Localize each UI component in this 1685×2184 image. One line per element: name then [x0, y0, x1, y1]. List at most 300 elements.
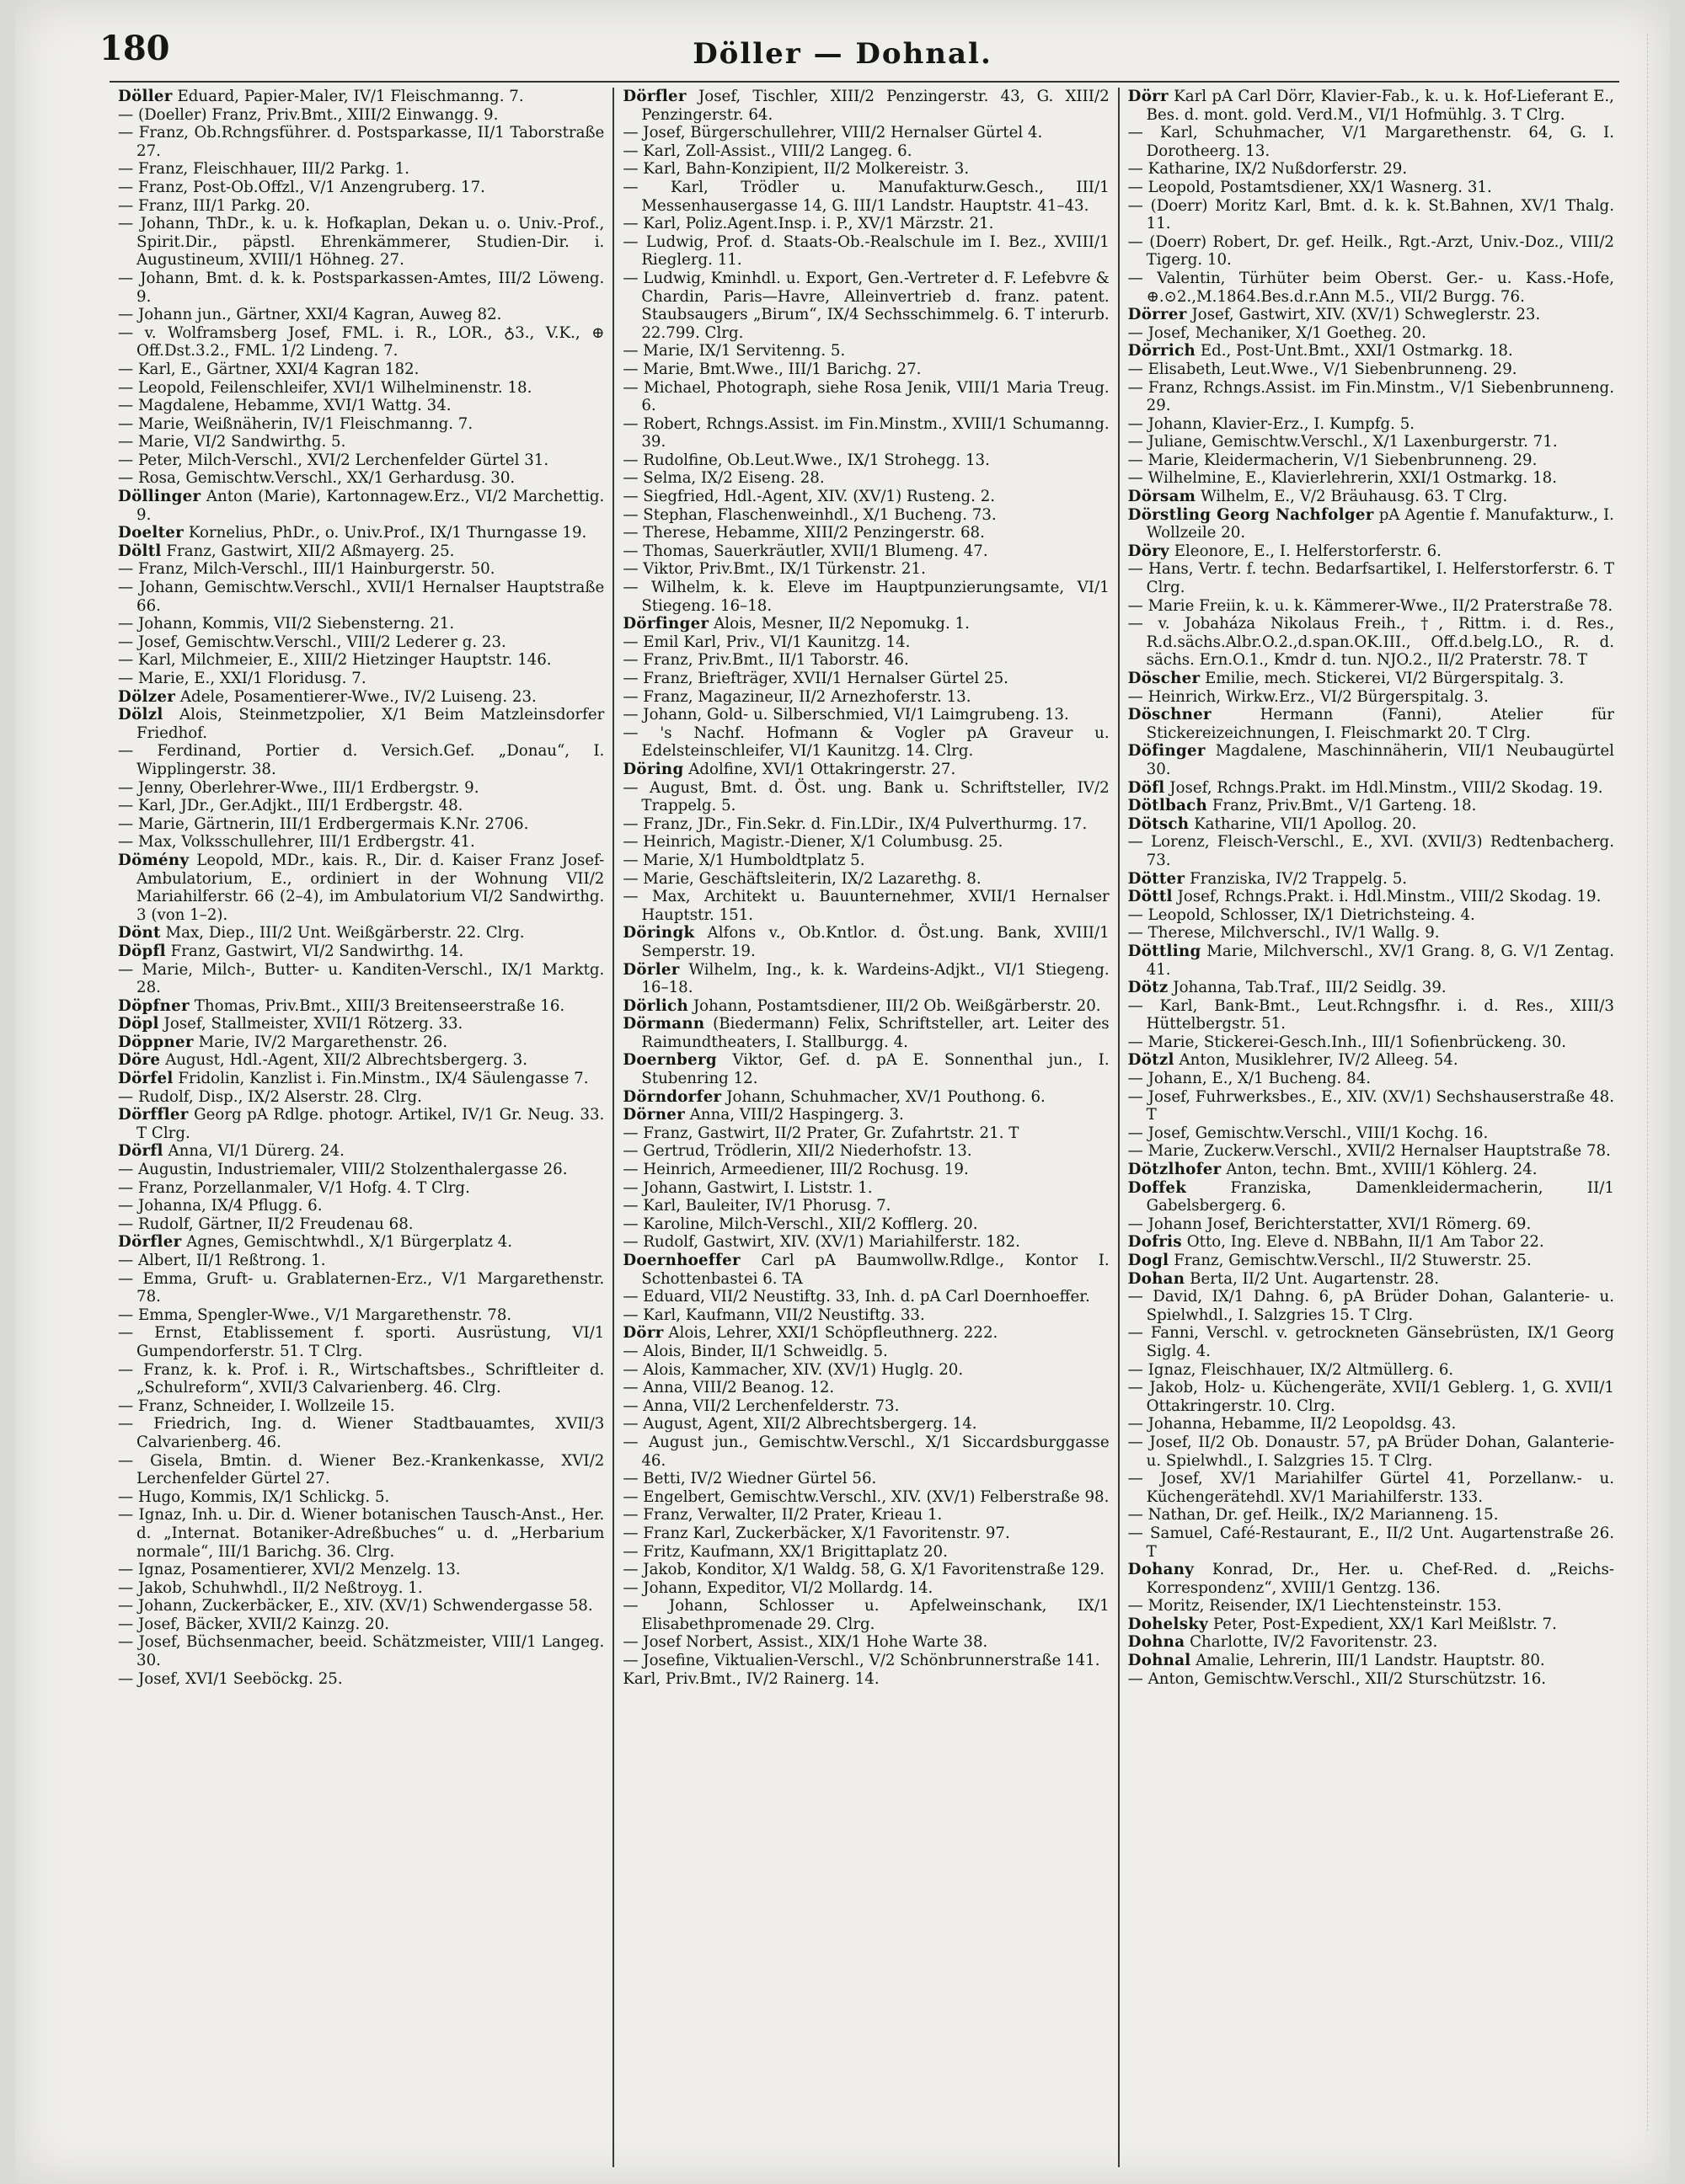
entry-details: — Johann jun., Gärtner, XXI/4 Kagran, Auweg 82.	[118, 306, 502, 324]
entry-details: — Eduard, VII/2 Neustiftg. 33, Inh. d. pA Carl Doernhoeffer.	[623, 1288, 1090, 1306]
entry-surname: Döllinger	[118, 488, 201, 506]
entry-details: — Josef, Gemischtw.Verschl., VIII/1 Kochg. 16.	[1127, 1124, 1489, 1142]
directory-entry	[623, 1361, 1109, 1380]
directory-entry	[1128, 1633, 1614, 1652]
directory-entry	[1128, 942, 1614, 979]
column-middle	[612, 88, 1117, 2167]
entry-details: Marie, Milchverschl., XV/1 Grang. 8, G. V/1 Zentag. 41.	[1146, 942, 1614, 979]
directory-entry	[623, 924, 1109, 960]
directory-entry	[1128, 670, 1614, 688]
directory-entry	[118, 560, 604, 579]
directory-entry	[623, 233, 1109, 270]
entry-details: — Josef, Fuhrwerksbes., E., XIV. (XV/1) Sechshauserstraße 48. T	[1127, 1087, 1614, 1124]
column-right	[1118, 88, 1623, 2167]
entry-details: Johann, Schuhmacher, XV/1 Pouthong. 6.	[726, 1087, 1046, 1106]
directory-page	[15, 0, 1670, 2184]
entry-details: — Augustin, Industriemaler, VIII/2 Stolzenthalergasse 26.	[118, 1161, 568, 1179]
directory-entry	[118, 379, 604, 398]
directory-entry	[623, 1579, 1109, 1598]
entry-details: Josef, Rchngs.Prakt. im Hdl.Minstm., VIII/2 Skodag. 19.	[1169, 778, 1603, 797]
directory-entry	[623, 560, 1109, 579]
entry-surname: Dötlbach	[1127, 797, 1208, 815]
entry-details: — Rudolfine, Ob.Leut.Wwe., IX/1 Strohegg. 13.	[623, 451, 990, 469]
directory-entry	[1128, 88, 1614, 124]
directory-entry	[118, 360, 604, 379]
entry-details: — Juliane, Gemischtw.Verschl., X/1 Laxenburgerstr. 71.	[1127, 433, 1558, 451]
directory-entry	[118, 779, 604, 798]
entry-details: — Therese, Hebamme, XIII/2 Penzingerstr. 68.	[623, 524, 985, 542]
entry-details: — Emma, Spengler-Wwe., V/1 Margarethenstr. 78.	[118, 1306, 512, 1324]
entry-details: Emilie, mech. Stickerei, VI/2 Bürgerspitalg. 3.	[1205, 670, 1565, 687]
directory-entry	[1128, 433, 1614, 451]
directory-entry	[1128, 488, 1614, 506]
directory-entry	[623, 160, 1109, 179]
directory-entry	[623, 379, 1109, 415]
entry-details: — Johann Josef, Berichterstatter, XVI/1 Römerg. 69.	[1127, 1215, 1532, 1233]
directory-entry	[118, 197, 604, 216]
directory-entry	[623, 670, 1109, 688]
entry-details: — Josef, Gemischtw.Verschl., VIII/2 Lederer g. 23.	[118, 633, 506, 651]
entry-details: — Ludwig, Prof. d. Staats-Ob.-Realschule im I. Bez., XVIII/1 Rieglerg. 11.	[623, 232, 1110, 270]
directory-entry	[1128, 742, 1614, 778]
directory-entry	[1128, 924, 1614, 942]
directory-entry	[118, 179, 604, 197]
directory-entry	[623, 1670, 1109, 1689]
entry-surname: Dörlich	[623, 996, 689, 1015]
directory-entry	[623, 451, 1109, 470]
entry-details: — Johann, Gold- u. Silberschmied, VI/1 Laimgrubeng. 13.	[623, 706, 1069, 724]
entry-details: — Franz, Priv.Bmt., II/1 Taborstr. 46.	[623, 651, 909, 670]
entry-details: — Rudolf, Disp., IX/2 Alserstr. 28. Clrg.	[118, 1087, 422, 1106]
entry-details: — Robert, Rchngs.Assist. im Fin.Minstm., XVIII/1 Schumanng. 39.	[623, 414, 1110, 451]
entry-details: — Gertrud, Trödlerin, XII/2 Niederhofstr. 13.	[623, 1142, 972, 1161]
entry-details: — Alois, Kammacher, XIV. (XV/1) Huglg. 20.	[623, 1360, 964, 1379]
entry-details: — Friedrich, Ing. d. Wiener Stadtbauamtes, XVII/3 Calvarienberg. 46.	[118, 1415, 605, 1451]
directory-entry	[1128, 542, 1614, 561]
entry-details: — Alois, Binder, II/1 Schweidlg. 5.	[623, 1342, 888, 1360]
entry-details: Leopold, MDr., kais. R., Dir. d. Kaiser Franz Josef-Ambulatorium, E., ordiniert in der Wohnung VII/2 Mariahilferstr. 66 (2–4), im Ambulatorium VI/2 Sandwirthg. 3 (von 1–2).	[136, 851, 605, 924]
entry-details: — Johann, Zuckerbäcker, E., XIV. (XV/1) Schwendergasse 58.	[118, 1597, 593, 1615]
directory-entry	[623, 215, 1109, 233]
directory-entry	[1128, 1615, 1614, 1634]
entry-details: — Michael, Photograph, siehe Rosa Jenik, VIII/1 Maria Treug. 6.	[623, 378, 1110, 415]
directory-entry	[623, 688, 1109, 707]
directory-entry	[118, 1070, 604, 1088]
entry-details: — Franz, Fleischhauer, III/2 Parkg. 1.	[118, 160, 410, 179]
entry-details: — Elisabeth, Leut.Wwe., V/1 Siebenbrunneng. 29.	[1127, 360, 1517, 378]
entry-details: — Franz, Schneider, I. Wollzeile 15.	[118, 1396, 395, 1415]
entry-details: — Hans, Vertr. f. techn. Bedarfsartikel, I. Helferstorferstr. 6. T Clrg.	[1127, 560, 1614, 597]
entry-details: Ed., Post-Unt.Bmt., XXI/1 Ostmarkg. 18.	[1200, 342, 1513, 360]
entry-details: — (Doerr) Moritz Karl, Bmt. d. k. k. St.Bahnen, XV/1 Thalg. 11.	[1127, 196, 1614, 233]
directory-entry	[1128, 1179, 1614, 1215]
entry-details: Josef, Rchngs.Prakt. i. Hdl.Minstm., VIII/2 Skodag. 19.	[1177, 888, 1602, 906]
entry-surname: Dörmann	[623, 1015, 705, 1033]
running-head: Döller — Dohnal.	[693, 37, 992, 71]
entry-surname: Dörsam	[1127, 488, 1196, 506]
entry-details: Franz, Gemischtw.Verschl., II/2 Stuwerstr. 25.	[1174, 1252, 1532, 1269]
entry-details: — Anna, VIII/2 Beanog. 12.	[623, 1379, 835, 1397]
entry-details: — Selma, IX/2 Eiseng. 28.	[623, 469, 825, 488]
directory-entry	[1128, 979, 1614, 997]
entry-surname: Dörndorfer	[623, 1087, 722, 1106]
entry-details: — Franz Karl, Zuckerbäcker, X/1 Favoritenstr. 97.	[623, 1524, 1010, 1542]
directory-entry	[1128, 1161, 1614, 1179]
directory-entry	[623, 1142, 1109, 1161]
directory-entry	[1128, 1070, 1614, 1088]
entry-details: Carl pA Baumwollw.Rdlge., Kontor I. Schottenbastei 6. TA	[641, 1252, 1110, 1288]
directory-entry	[118, 1361, 604, 1397]
directory-entry	[118, 1161, 604, 1179]
directory-entry	[118, 742, 604, 778]
entry-details: — Josef, XV/1 Mariahilfer Gürtel 41, Porzellanw.- u. Küchengerätehdl. XV/1 Mariahilferstr. 133.	[1127, 1470, 1614, 1506]
directory-entry	[623, 1633, 1109, 1652]
entry-details: Marie, IV/2 Margarethenstr. 26.	[198, 1033, 448, 1051]
entry-details: — Emil Karl, Priv., VI/1 Kaunitzg. 14.	[623, 633, 911, 651]
directory-entry	[623, 1597, 1109, 1633]
directory-entry	[1128, 1561, 1614, 1597]
directory-entry	[623, 1288, 1109, 1306]
directory-entry	[623, 579, 1109, 615]
directory-entry	[623, 706, 1109, 724]
directory-entry	[1128, 997, 1614, 1033]
entry-details: — Karl, E., Gärtner, XXI/4 Kagran 182.	[118, 360, 420, 378]
entry-details: — Franz, Verwalter, II/2 Prater, Krieau 1.	[623, 1506, 943, 1525]
directory-entry	[623, 1652, 1109, 1670]
directory-entry	[118, 1506, 604, 1561]
entry-details: — Wilhelmine, E., Klavierlehrerin, XXI/1 Ostmarkg. 18.	[1127, 469, 1558, 488]
entry-details: — Franz, Magazineur, II/2 Arnezhoferstr. 13.	[623, 687, 971, 706]
directory-entry	[623, 1506, 1109, 1525]
entry-details: Anna, VIII/2 Haspingerg. 3.	[689, 1106, 904, 1124]
entry-details: Adolfine, XVI/1 Ottakringerstr. 27.	[688, 760, 956, 778]
entry-details: — Leopold, Schlosser, IX/1 Dietrichsteing. 4.	[1127, 905, 1475, 924]
entry-details: — Franz, Post-Ob.Offzl., V/1 Anzengruberg. 17.	[118, 178, 485, 196]
directory-entry	[118, 1397, 604, 1416]
entry-details: Max, Diep., III/2 Unt. Weißgärberstr. 22. Clrg.	[165, 924, 525, 942]
entry-surname: Döppner	[118, 1033, 194, 1051]
entry-surname: Döre	[118, 1051, 161, 1070]
entry-details: Berta, II/2 Unt. Augartenstr. 28.	[1190, 1269, 1440, 1288]
directory-entry	[623, 1470, 1109, 1488]
header-rule	[110, 81, 1619, 83]
entry-details: Anton, techn. Bmt., XVIII/1 Köhlerg. 24.	[1226, 1161, 1538, 1179]
entry-details: — (Doerr) Robert, Dr. gef. Heilk., Rgt.-Arzt, Univ.-Doz., VIII/2 Tigerg. 10.	[1127, 232, 1614, 270]
directory-entry	[1128, 1124, 1614, 1143]
directory-entry	[623, 270, 1109, 342]
directory-entry	[118, 1561, 604, 1579]
entry-details: — Max, Architekt u. Bauunternehmer, XVII/1 Hernalser Hauptstr. 151.	[623, 888, 1110, 924]
entry-details: — Betti, IV/2 Wiedner Gürtel 56.	[623, 1470, 877, 1488]
directory-entry	[623, 1252, 1109, 1288]
entry-surname: Döscher	[1127, 670, 1201, 687]
entry-details: — Nathan, Dr. gef. Heilk., IX/2 Marianneng. 15.	[1127, 1506, 1499, 1525]
entry-details: — Johanna, Hebamme, II/2 Leopoldsg. 43.	[1127, 1415, 1457, 1434]
directory-entry	[118, 488, 604, 524]
entry-details: Karl, Priv.Bmt., IV/2 Rainerg. 14.	[623, 1669, 880, 1688]
entry-details: Franz, Priv.Bmt., V/1 Garteng. 18.	[1212, 797, 1477, 815]
directory-entry	[118, 1106, 604, 1142]
entry-details: — August, Bmt. d. Öst. ung. Bank u. Schriftsteller, IV/2 Trappelg. 5.	[623, 778, 1110, 815]
entry-surname: Dölzl	[118, 706, 163, 724]
directory-entry	[118, 1051, 604, 1070]
directory-entry	[118, 815, 604, 834]
entry-details: Anton (Marie), Kartonnagew.Erz., VI/2 Marchettig. 9.	[136, 488, 605, 524]
entry-details: — Anna, VII/2 Lerchenfelderstr. 73.	[623, 1396, 900, 1415]
entry-details: — Marie, Weißnäherin, IV/1 Fleischmanng. 7.	[118, 414, 473, 433]
entry-surname: Döttling	[1127, 942, 1201, 960]
directory-entry	[1128, 1288, 1614, 1324]
entry-surname: Dömény	[118, 851, 190, 869]
entry-details: — Viktor, Priv.Bmt., IX/1 Türkenstr. 21.	[623, 560, 926, 579]
directory-entry	[118, 1579, 604, 1598]
directory-entry	[118, 397, 604, 415]
entry-details: — Albert, II/1 Reßtrong. 1.	[118, 1252, 326, 1269]
directory-columns	[110, 88, 1623, 2167]
directory-entry	[1128, 1215, 1614, 1234]
directory-entry	[623, 961, 1109, 997]
directory-entry	[118, 324, 604, 360]
entry-surname: Doernhoeffer	[623, 1252, 741, 1269]
entry-surname: Dötzl	[1127, 1051, 1174, 1070]
entry-details: — Anton, Gemischtw.Verschl., XII/2 Sturschützstr. 16.	[1127, 1669, 1547, 1688]
directory-entry	[623, 1397, 1109, 1416]
entry-details: — Marie, Geschäftsleiterin, IX/2 Lazarethg. 8.	[623, 869, 982, 888]
directory-entry	[623, 1306, 1109, 1325]
directory-entry	[1128, 870, 1614, 889]
directory-entry	[1128, 1434, 1614, 1470]
entry-details: Magdalene, Maschinnäherin, VII/1 Neubaugürtel 30.	[1146, 742, 1614, 778]
directory-entry	[623, 1525, 1109, 1543]
directory-entry	[623, 633, 1109, 652]
directory-entry	[118, 615, 604, 633]
directory-entry	[1128, 179, 1614, 197]
entry-details: — Marie, Zuckerw.Verschl., XVII/2 Hernalser Hauptstraße 78.	[1127, 1142, 1611, 1161]
directory-entry	[623, 1543, 1109, 1562]
entry-details: — Ferdinand, Portier d. Versich.Gef. „Donau“, I. Wipplingerstr. 38.	[118, 742, 605, 778]
entry-surname: Döringk	[623, 924, 695, 942]
directory-entry	[118, 961, 604, 997]
entry-surname: Döller	[118, 88, 173, 105]
entry-details: — Ignaz, Fleischhauer, IX/2 Altmüllerg. 6.	[1127, 1360, 1454, 1379]
entry-details: Fridolin, Kanzlist i. Fin.Minstm., IX/4 Säulengasse 7.	[178, 1070, 589, 1088]
entry-surname: Döschner	[1127, 706, 1212, 724]
entry-details: Johann, Postamtsdiener, III/2 Ob. Weißgärberstr. 20.	[693, 996, 1101, 1015]
directory-entry	[1128, 1470, 1614, 1506]
directory-entry	[623, 1233, 1109, 1252]
directory-entry	[623, 1088, 1109, 1107]
directory-entry	[118, 688, 604, 707]
directory-entry	[118, 415, 604, 434]
entry-details: — August, Agent, XII/2 Albrechtsbergerg. 14.	[623, 1415, 977, 1434]
directory-entry	[1128, 415, 1614, 434]
entry-details: Josef, Stallmeister, XVII/1 Rötzerg. 33.	[163, 1015, 463, 1033]
entry-details: Anton, Musiklehrer, IV/2 Alleeg. 54.	[1179, 1051, 1458, 1070]
entry-details: Katharine, VII/1 Apollog. 20.	[1194, 814, 1417, 833]
entry-details: Amalie, Lehrerin, III/1 Landstr. Hauptstr. 80.	[1196, 1652, 1545, 1670]
directory-entry	[118, 924, 604, 942]
entry-surname: Döfinger	[1127, 742, 1206, 761]
directory-entry	[118, 852, 604, 924]
entry-details: — David, IX/1 Dahng. 6, pA Brüder Dohan, Galanterie- u. Spielwhdl., I. Salzgries 15. T Clrg.	[1127, 1288, 1614, 1324]
directory-entry	[623, 124, 1109, 142]
entry-details: — Josef, Büchsenmacher, beeid. Schätzmeister, VIII/1 Langeg. 30.	[118, 1633, 605, 1670]
directory-entry	[118, 433, 604, 451]
entry-details: — Marie, E., XXI/1 Floridusg. 7.	[118, 670, 366, 687]
directory-entry	[1128, 506, 1614, 542]
entry-surname: Dogl	[1127, 1252, 1169, 1269]
directory-entry	[623, 1106, 1109, 1124]
directory-entry	[623, 469, 1109, 488]
entry-details: — Marie Freiin, k. u. k. Kämmerer-Wwe., II/2 Praterstraße 78.	[1127, 596, 1613, 615]
entry-details: — Moritz, Reisender, IX/1 Liechtensteinstr. 153.	[1127, 1597, 1502, 1615]
directory-entry	[623, 1215, 1109, 1234]
directory-entry	[118, 542, 604, 561]
entry-details: — Thomas, Sauerkräutler, XVII/1 Blumeng. 47.	[623, 542, 988, 560]
entry-details: — Fritz, Kaufmann, XX/1 Brigittaplatz 20.	[623, 1542, 948, 1561]
entry-surname: Dörfl	[118, 1142, 163, 1161]
directory-entry	[118, 942, 604, 961]
entry-details: — Josef, Bäcker, XVII/2 Kainzg. 20.	[118, 1615, 389, 1633]
directory-entry	[118, 1088, 604, 1107]
directory-entry	[1128, 815, 1614, 834]
entry-details: — Valentin, Türhüter beim Oberst. Ger.- u. Kass.-Hofe, ⊕.⊙2.,M.1864.Bes.d.r.Ann M.5., VII/2 Burgg. 76.	[1127, 269, 1614, 306]
column-left	[110, 88, 612, 2167]
directory-entry	[118, 579, 604, 615]
entry-details: — Karl, Poliz.Agent.Insp. i. P., XV/1 Märzstr. 21.	[623, 215, 994, 233]
entry-details: — Peter, Milch-Verschl., XVI/2 Lerchenfelder Gürtel 31.	[118, 451, 549, 469]
directory-entry	[118, 1415, 604, 1451]
entry-surname: Dötzlhofer	[1127, 1161, 1222, 1179]
directory-entry	[1128, 124, 1614, 160]
entry-surname: Doernberg	[623, 1051, 717, 1070]
entry-details: — Marie, IX/1 Servitenng. 5.	[623, 342, 846, 360]
directory-entry	[118, 706, 604, 742]
entry-surname: Dölzer	[118, 687, 176, 706]
entry-details: — Therese, Milchverschl., IV/1 Wallg. 9.	[1127, 924, 1440, 942]
entry-details: — Jakob, Holz- u. Küchengeräte, XVII/1 Geblerg. 1, G. XVII/1 Ottakringerstr. 10. Clrg.	[1127, 1379, 1614, 1415]
entry-surname: Dofris	[1127, 1233, 1182, 1252]
entry-surname: Dörr	[1127, 88, 1169, 105]
directory-entry	[1128, 1525, 1614, 1561]
directory-entry	[118, 1306, 604, 1325]
directory-entry	[118, 1252, 604, 1270]
entry-details: Karl pA Carl Dörr, Klavier-Fab., k. u. k. Hof-Lieferant E., Bes. d. mont. gold. Verd.M., VI/1 Hofmühlg. 3. T Clrg.	[1146, 88, 1614, 124]
entry-details: — Josef, Mechaniker, X/1 Goetheg. 20.	[1127, 323, 1426, 342]
entry-surname: Dörrer	[1127, 306, 1187, 324]
directory-entry	[1128, 1415, 1614, 1434]
directory-entry	[623, 870, 1109, 889]
entry-details: — Heinrich, Armeediener, III/2 Rochusg. 19.	[623, 1161, 969, 1179]
directory-entry	[118, 997, 604, 1016]
entry-details: Viktor, Gef. d. pA E. Sonnenthal jun., I. Stubenring 12.	[641, 1051, 1110, 1088]
entry-details: Josef, Gastwirt, XIV. (XV/1) Schweglerstr. 23.	[1191, 306, 1541, 324]
directory-entry	[1128, 1597, 1614, 1615]
directory-entry	[623, 724, 1109, 761]
entry-surname: Dörfinger	[623, 615, 709, 633]
directory-entry	[623, 179, 1109, 215]
directory-entry	[623, 1434, 1109, 1470]
directory-entry	[1128, 451, 1614, 470]
directory-entry	[118, 1597, 604, 1615]
entry-details: — Magdalene, Hebamme, XVI/1 Wattg. 34.	[118, 397, 452, 415]
directory-entry	[118, 670, 604, 688]
directory-entry	[1128, 1506, 1614, 1525]
page-number: 180	[99, 29, 170, 68]
entry-details: — Franz, III/1 Parkg. 20.	[118, 196, 311, 215]
directory-entry	[1128, 1379, 1614, 1415]
directory-entry	[623, 997, 1109, 1016]
directory-entry	[118, 1488, 604, 1507]
entry-details: Alois, Mesner, II/2 Nepomukg. 1.	[714, 615, 970, 633]
entry-details: — Karl, Bahn-Konzipient, II/2 Molkereistr. 3.	[623, 160, 970, 179]
directory-entry	[1128, 560, 1614, 596]
entry-details: — Franz, Gastwirt, II/2 Prater, Gr. Zufahrtstr. 21. T	[623, 1124, 1019, 1142]
entry-details: — (Doeller) Franz, Priv.Bmt., XIII/2 Einwangg. 9.	[118, 105, 499, 124]
entry-details: Peter, Post-Expedient, XX/1 Karl Meißlstr. 7.	[1212, 1615, 1557, 1633]
entry-details: — Rudolf, Gastwirt, XIV. (XV/1) Mariahilferstr. 182.	[623, 1233, 1020, 1252]
entry-details: Kornelius, PhDr., o. Univ.Prof., IX/1 Thurngasse 19.	[188, 524, 587, 542]
directory-entry	[118, 1197, 604, 1215]
entry-details: — 's Nachf. Hofmann & Vogler pA Graveur u. Edelsteinschleifer, VI/1 Kaunitzg. 14. Clrg.	[623, 724, 1110, 761]
entry-details: — Engelbert, Gemischtw.Verschl., XIV. (XV/1) Felberstraße 98.	[623, 1487, 1110, 1506]
entry-details: pA Agentie f. Manufakturw., I. Wollzeile 20.	[1146, 505, 1614, 542]
entry-details: — Karoline, Milch-Verschl., XII/2 Kofflerg. 20.	[623, 1215, 978, 1233]
entry-surname: Dohan	[1127, 1269, 1185, 1288]
entry-details: — Ludwig, Kminhdl. u. Export, Gen.-Vertreter d. F. Lefebvre & Chardin, Paris—Havre, Alleinvertrieb d. franz. patent. Staubsaugers „Birum“, IX/4 Sechsschimmelg. 6. T interurb. 22.799. Clrg.	[623, 269, 1110, 342]
directory-entry	[623, 761, 1109, 779]
entry-details: — Franz, Briefträger, XVII/1 Hernalser Gürtel 25.	[623, 670, 1008, 687]
directory-entry	[623, 1015, 1109, 1051]
entry-details: — Jakob, Konditor, X/1 Waldg. 58, G. X/1 Favoritenstraße 129.	[623, 1561, 1105, 1579]
entry-details: Thomas, Priv.Bmt., XIII/3 Breitenseerstraße 16.	[194, 996, 565, 1015]
page-edge	[1647, 34, 1660, 2131]
entry-surname: Döpfl	[118, 942, 166, 960]
directory-entry	[1128, 1088, 1614, 1124]
entry-details: Josef, Tischler, XIII/2 Penzingerstr. 43, G. XIII/2 Penzingerstr. 64.	[641, 88, 1110, 124]
entry-details: — Karl, Kaufmann, VII/2 Neustiftg. 33.	[623, 1306, 925, 1324]
directory-entry	[1128, 906, 1614, 925]
entry-surname: Dörler	[623, 960, 680, 979]
entry-details: (Biedermann) Felix, Schriftsteller, art. Leiter des Raimundtheaters, I. Stallburgg. 4.	[641, 1015, 1110, 1051]
directory-entry	[623, 852, 1109, 870]
entry-details: Adele, Posamentierer-Wwe., IV/2 Luiseng. 23.	[179, 687, 537, 706]
entry-surname: Dörner	[623, 1106, 685, 1124]
directory-entry	[118, 215, 604, 270]
entry-details: — Franz, JDr., Fin.Sekr. d. Fin.LDir., IX/4 Pulverthurmg. 17.	[623, 814, 1088, 833]
entry-surname: Dörfler	[118, 1233, 182, 1252]
directory-entry	[623, 342, 1109, 360]
entry-details: — Johann, E., X/1 Bucheng. 84.	[1127, 1070, 1372, 1088]
directory-entry	[1128, 706, 1614, 742]
entry-surname: Doffek	[1127, 1178, 1187, 1197]
directory-entry	[623, 1161, 1109, 1179]
entry-details: Georg pA Rdlge. photogr. Artikel, IV/1 Gr. Neug. 33. T Clrg.	[136, 1106, 605, 1142]
directory-entry	[1128, 1252, 1614, 1270]
entry-surname: Dörrich	[1127, 342, 1196, 360]
entry-details: — Marie, X/1 Humboldtplatz 5.	[623, 851, 865, 869]
directory-entry	[118, 1142, 604, 1161]
directory-entry	[118, 1179, 604, 1198]
entry-details: — Johann, Klavier-Erz., I. Kumpfg. 5.	[1127, 414, 1415, 433]
directory-entry	[1128, 1051, 1614, 1070]
entry-details: — Stephan, Flaschenweinhdl., X/1 Bucheng. 73.	[623, 505, 997, 524]
entry-details: Konrad, Dr., Her. u. Chef-Red. d. „Reichs-Korrespondenz“, XVIII/1 Gentzg. 136.	[1146, 1561, 1614, 1597]
entry-details: — Franz, Milch-Verschl., III/1 Hainburgerstr. 50.	[118, 560, 495, 579]
entry-details: — August jun., Gemischtw.Verschl., X/1 Siccardsburggasse 46.	[623, 1433, 1110, 1470]
directory-entry	[623, 1051, 1109, 1087]
entry-details: — Lorenz, Fleisch-Verschl., E., XVI. (XVII/3) Redtenbacherg. 73.	[1127, 833, 1614, 869]
